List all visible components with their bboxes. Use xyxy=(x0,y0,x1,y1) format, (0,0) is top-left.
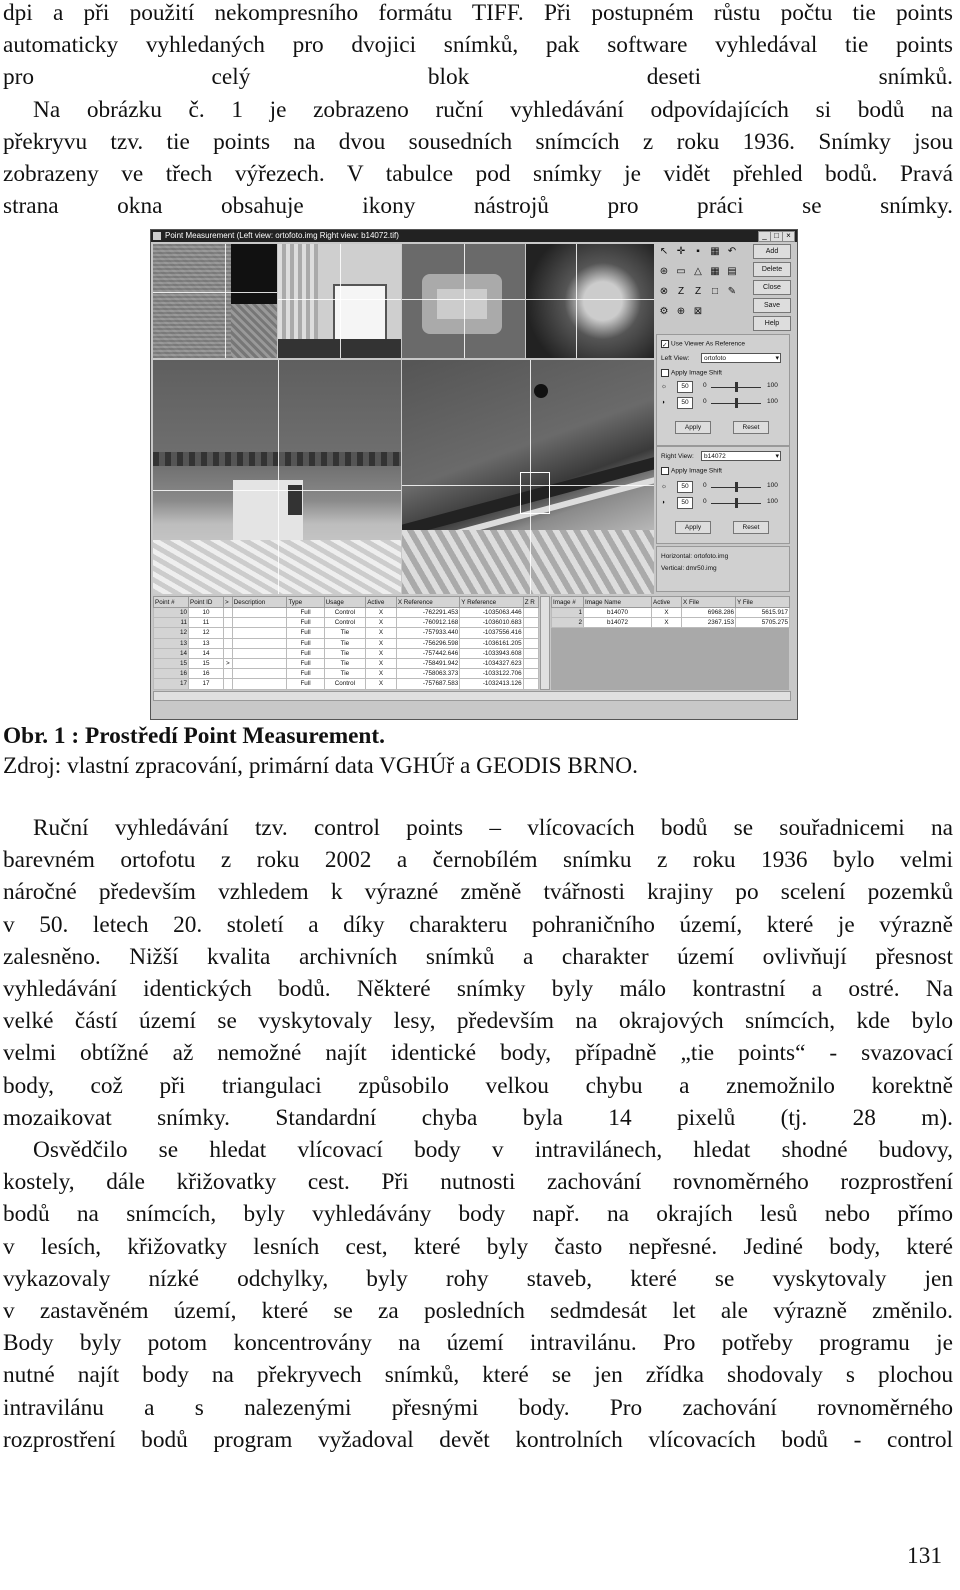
checkbox-label: Use Viewer As Reference xyxy=(671,340,745,348)
table-cell xyxy=(232,658,287,668)
brightness-spinner[interactable]: 50 xyxy=(677,481,693,493)
brightness-max: 100 xyxy=(767,382,778,389)
text-line: automaticky vyhledaných pro dvojici snímků, pak software vyhledával tie points xyxy=(3,32,953,59)
table-cell: Control xyxy=(324,608,366,618)
table-cell: 12 xyxy=(189,628,224,638)
text-line: vykazovaly nízké odchylky, byly rohy staveb, které se vyskytovaly jen xyxy=(3,1265,953,1292)
text-line: intravilánu a s nalezenými přesnými body. Pro zachování rovnoměrného xyxy=(3,1394,953,1421)
column-header[interactable]: Image # xyxy=(552,597,584,608)
table-cell: X xyxy=(366,648,397,658)
contrast-min: 0 xyxy=(703,398,707,405)
brightness-knob[interactable] xyxy=(735,482,738,492)
toolbox xyxy=(656,244,752,326)
brightness-min: 0 xyxy=(703,382,707,389)
table-cell: -757687.583 xyxy=(396,679,459,689)
table-cell xyxy=(523,669,538,679)
add-point-icon[interactable]: ✛ xyxy=(676,246,686,257)
image-table-empty-area xyxy=(551,628,789,690)
table-cell xyxy=(232,669,287,679)
undo-icon[interactable]: ↶ xyxy=(727,246,737,257)
table-cell: -1037556.416 xyxy=(460,628,523,638)
point-table-row[interactable] xyxy=(154,679,539,689)
column-header[interactable]: > xyxy=(224,597,233,608)
point-table-row[interactable] xyxy=(154,628,539,638)
table-cell: Full xyxy=(287,648,324,658)
column-header[interactable]: Point ID xyxy=(189,597,224,608)
column-header[interactable]: Z R xyxy=(523,597,538,608)
checkbox-icon xyxy=(661,369,669,377)
table-cell: 5705.275 xyxy=(736,618,790,628)
contrast-icon: ◑ xyxy=(661,399,665,406)
contrast-knob[interactable] xyxy=(735,398,738,408)
table-cell: Full xyxy=(287,628,324,638)
table-cell: Tie xyxy=(324,638,366,648)
table-cell: 6968.286 xyxy=(682,608,736,618)
checkbox-icon xyxy=(661,467,669,475)
checkbox-label: Apply Image Shift xyxy=(671,467,722,475)
link-icon[interactable]: ⊛ xyxy=(659,266,669,277)
table-cell: X xyxy=(366,679,397,689)
table-cell: -1032413.126 xyxy=(460,679,523,689)
table-cell: X xyxy=(652,608,682,618)
contrast-icon: ◑ xyxy=(661,499,665,506)
reset-button[interactable]: Reset xyxy=(733,421,769,434)
table-cell: 14 xyxy=(189,648,224,658)
text-line: strana okna obsahuje ikony nástrojů pro práci se snímky. xyxy=(3,193,953,220)
table-cell: -1033122.706 xyxy=(460,669,523,679)
left-main-view[interactable] xyxy=(153,360,401,594)
table-cell: > xyxy=(224,658,233,668)
use-viewer-reference-checkbox[interactable] xyxy=(661,340,745,348)
text-line: zobrazeny ve třech výřezech. V tabulce pod snímky je vidět přehled bodů. Pravá xyxy=(3,160,953,187)
table-cell: 11 xyxy=(154,618,189,628)
column-header[interactable]: Active xyxy=(366,597,397,608)
table-icon[interactable]: ▦ xyxy=(710,246,720,257)
save-button[interactable]: Save xyxy=(753,298,791,313)
point-table-scrollbar[interactable] xyxy=(540,596,550,690)
text-line: rozprostření bodů program vyžadoval devět kontrolních vlícovacích bodů - control xyxy=(3,1426,953,1453)
table-cell: -758491.942 xyxy=(396,658,459,668)
text-line: body, což při triangulaci způsobilo velkou chybu a znemožnilo korektně xyxy=(3,1072,953,1099)
add-button[interactable]: Add xyxy=(753,244,791,259)
table-cell: 2367.153 xyxy=(682,618,736,628)
text-line: náročné především vzhledem k výrazné změně tvářnosti krajiny po scelení pozemků xyxy=(3,879,953,906)
image-table-row[interactable] xyxy=(552,608,790,618)
table-cell: b14072 xyxy=(584,618,652,628)
table-cell: Control xyxy=(324,618,366,628)
text-line: nutné najít body na překryvech snímků, které se jen zřídka shodovaly s plochou xyxy=(3,1362,953,1389)
table-cell: X xyxy=(652,618,682,628)
text-line: v zastavěném území, které se za posledních sedmdesát let ale výrazně změnilo. xyxy=(3,1297,953,1324)
table-cell xyxy=(523,618,538,628)
text-line: mozaikovat snímky. Standardní chyba byla 14 pixelů (tj. 28 m). xyxy=(3,1104,953,1131)
table-cell xyxy=(224,638,233,648)
column-header[interactable]: Y File xyxy=(736,597,790,608)
table-cell: -757442.646 xyxy=(396,648,459,658)
text-line: vyhledávání identických bodů. Některé snímky byly málo kontrastní a ostré. Na xyxy=(3,975,953,1002)
text-line: barevném ortofotu z roku 2002 a černobílém snímku z roku 1936 bylo velmi xyxy=(3,847,953,874)
table-cell: Full xyxy=(287,669,324,679)
body-paragraph-1 xyxy=(3,812,953,1134)
left-zoom-tile[interactable] xyxy=(278,244,401,358)
table-cell: X xyxy=(366,658,397,668)
image-table xyxy=(551,596,790,628)
contrast-min: 0 xyxy=(703,498,707,505)
table-cell: 13 xyxy=(189,638,224,648)
table-cell xyxy=(224,608,233,618)
table-cell: 17 xyxy=(154,679,189,689)
page-number: 131 xyxy=(907,1543,942,1569)
table-cell xyxy=(224,628,233,638)
table-cell: Full xyxy=(287,658,324,668)
text-line: Osvědčilo se hledat vlícovací body v intravilánech, hledat shodné budovy, xyxy=(33,1137,953,1163)
brightness-icon: ☼ xyxy=(661,383,667,390)
cycle-icon[interactable]: ⚙ xyxy=(659,306,669,317)
table-cell: 2 xyxy=(552,618,584,628)
table-cell: 13 xyxy=(154,638,189,648)
table-cell: Tie xyxy=(324,648,366,658)
table-cell: -757933.440 xyxy=(396,628,459,638)
contrast-spinner[interactable]: 50 xyxy=(677,497,693,509)
table-cell: 15 xyxy=(189,658,224,668)
table-cell: Full xyxy=(287,679,324,689)
table-cell: b14070 xyxy=(584,608,652,618)
intro-paragraph xyxy=(3,0,953,222)
apply-image-shift-checkbox[interactable] xyxy=(661,467,722,475)
table-cell: -1036010.683 xyxy=(460,618,523,628)
table-cell: X xyxy=(366,618,397,628)
contrast-max: 100 xyxy=(767,498,778,505)
table-cell: 10 xyxy=(154,608,189,618)
vertical-info: Vertical: dmr50.img xyxy=(661,565,717,572)
table-cell: -1033943.608 xyxy=(460,648,523,658)
column-header[interactable]: X Reference xyxy=(396,597,459,608)
brightness-max: 100 xyxy=(767,482,778,489)
table-cell: -760912.168 xyxy=(396,618,459,628)
left-overview-tile[interactable] xyxy=(153,244,277,358)
grid-icon[interactable]: ▦ xyxy=(710,266,720,277)
column-header[interactable]: X File xyxy=(682,597,736,608)
contrast-spinner[interactable]: 50 xyxy=(677,397,693,409)
delete-button[interactable]: Delete xyxy=(753,262,791,277)
window-title: Point Measurement (Left view: ortofoto.img Right view: b14072.tif) xyxy=(165,231,399,240)
figure-caption-source: Zdroj: vlastní zpracování, primární data VGHÚř a GEODIS BRNO. xyxy=(3,753,638,779)
checkbox-label: Apply Image Shift xyxy=(671,369,722,377)
point-table xyxy=(153,596,539,690)
calc-icon[interactable]: ▤ xyxy=(727,266,737,277)
point-table-row[interactable] xyxy=(154,648,539,658)
table-cell: Control xyxy=(324,679,366,689)
text-line: překryvu tzv. tie points na dvou sousedních snímcích z roku 1936. Snímky jsou xyxy=(3,128,953,155)
text-line: Na obrázku č. 1 je zobrazeno ruční vyhledávání odpovídajících si bodů na xyxy=(33,96,953,123)
table-cell: -762291.453 xyxy=(396,608,459,618)
column-header[interactable]: Type xyxy=(287,597,324,608)
close-button[interactable]: Close xyxy=(753,280,791,295)
table-cell xyxy=(523,648,538,658)
column-header[interactable]: Image Name xyxy=(584,597,652,608)
minimize-icon[interactable]: _ xyxy=(758,231,771,242)
apply-button[interactable]: Apply xyxy=(675,521,711,534)
table-cell xyxy=(523,638,538,648)
table-cell xyxy=(232,618,287,628)
table-cell: -758063.373 xyxy=(396,669,459,679)
table-cell: 11 xyxy=(189,618,224,628)
apply-image-shift-checkbox[interactable] xyxy=(661,369,722,377)
table-cell: 16 xyxy=(189,669,224,679)
zoom-in-icon[interactable]: Z xyxy=(677,286,685,297)
text-line: v lesích, křižovatky lesních cest, které byly často nepřesné. Jediné body, které xyxy=(3,1233,953,1260)
table-cell xyxy=(224,669,233,679)
table-cell: Tie xyxy=(324,658,366,668)
image-table-row[interactable] xyxy=(552,618,790,628)
column-header[interactable]: Point # xyxy=(154,597,189,608)
table-cell: 5615.917 xyxy=(736,608,790,618)
table-cell xyxy=(224,679,233,689)
column-header[interactable]: Usage xyxy=(324,597,366,608)
table-cell: Full xyxy=(287,638,324,648)
table-cell: 17 xyxy=(189,679,224,689)
settings-icon[interactable]: ⊕ xyxy=(676,306,686,317)
triangle-icon[interactable]: △ xyxy=(694,266,702,277)
right-view-select[interactable]: b14072 ▾ xyxy=(701,451,781,461)
point-table-row[interactable] xyxy=(154,608,539,618)
brightness-min: 0 xyxy=(703,482,707,489)
table-cell: -756296.598 xyxy=(396,638,459,648)
right-view-label: Right View: xyxy=(661,453,694,460)
text-line: zalesněno. Nižší kvalita archivních snímků a charakter území ovlivňují přesnost xyxy=(3,943,953,970)
right-main-view[interactable] xyxy=(402,360,654,594)
square-icon[interactable]: □ xyxy=(711,286,719,297)
table-cell xyxy=(232,628,287,638)
table-cell: 14 xyxy=(154,648,189,658)
table-cell xyxy=(232,648,287,658)
apply-button[interactable]: Apply xyxy=(675,421,711,434)
table-cell: X xyxy=(366,608,397,618)
point-table-row[interactable] xyxy=(154,638,539,648)
text-line: dpi a při použití nekompresního formátu TIFF. Při postupném růstu počtu tie points xyxy=(3,0,953,26)
right-overview-tile[interactable] xyxy=(526,244,654,358)
zoom-out-icon[interactable]: Z xyxy=(694,286,702,297)
point-table-row[interactable] xyxy=(154,658,539,668)
table-cell xyxy=(523,628,538,638)
table-cell: X xyxy=(366,628,397,638)
text-line: velmi obtížné až nemožné najít identické body, případně „tie points“ - svazovací xyxy=(3,1040,953,1067)
table-cell: 16 xyxy=(154,669,189,679)
column-header[interactable]: Active xyxy=(652,597,682,608)
point-table-row[interactable] xyxy=(154,669,539,679)
axis-info-panel xyxy=(656,546,790,592)
reset-button[interactable]: Reset xyxy=(733,521,769,534)
table-cell: 12 xyxy=(154,628,189,638)
table-cell: -1036161.205 xyxy=(460,638,523,648)
table-cell: 15 xyxy=(154,658,189,668)
table-cell xyxy=(232,638,287,648)
column-header[interactable]: Y Reference xyxy=(460,597,523,608)
right-view-panel xyxy=(656,446,790,544)
find-icon[interactable]: ⊠ xyxy=(693,306,703,317)
pen-icon[interactable]: ✎ xyxy=(727,286,737,297)
brightness-icon: ☼ xyxy=(661,483,667,490)
table-cell xyxy=(232,679,287,689)
text-line: pro celý blok deseti snímků. xyxy=(3,64,953,91)
table-cell xyxy=(232,608,287,618)
table-cell: X xyxy=(366,638,397,648)
table-cell: X xyxy=(366,669,397,679)
table-cell: 10 xyxy=(189,608,224,618)
text-line: Body byly potom koncentrovány na území intravilánu. Pro potřeby programu je xyxy=(3,1330,953,1357)
table-cell xyxy=(523,679,538,689)
help-button[interactable]: Help xyxy=(753,316,791,331)
contrast-knob[interactable] xyxy=(735,498,738,508)
figure-caption-title: Obr. 1 : Prostředí Point Measurement. xyxy=(3,723,385,749)
right-zoom-tile[interactable] xyxy=(402,244,525,358)
text-line: v 50. letech 20. století a díky charakteru pohraničního území, které je výrazně xyxy=(3,911,953,938)
left-view-select[interactable]: ortofoto ▾ xyxy=(701,353,781,363)
tie-icon[interactable]: ⊗ xyxy=(659,286,669,297)
window-icon xyxy=(153,232,161,240)
horizontal-info: Horizontal: ortofoto.img xyxy=(661,553,729,560)
brightness-knob[interactable] xyxy=(735,382,738,392)
table-cell xyxy=(224,648,233,658)
table-cell: Full xyxy=(287,618,324,628)
table-cell: -1035063.446 xyxy=(460,608,523,618)
maximize-icon[interactable]: □ xyxy=(770,231,783,242)
left-view-label: Left View: xyxy=(661,355,690,362)
pointer-icon[interactable]: ↖ xyxy=(659,246,669,257)
body-paragraph-2 xyxy=(3,1134,953,1456)
brightness-spinner[interactable]: 50 xyxy=(677,381,693,393)
contrast-max: 100 xyxy=(767,398,778,405)
table-cell xyxy=(224,618,233,628)
text-line: bodů na snímcích, byly vyhledávány body např. na okrajích lesů nebo přímo xyxy=(3,1201,953,1228)
table-cell: Tie xyxy=(324,669,366,679)
table-cell: 1 xyxy=(552,608,584,618)
window-titlebar xyxy=(151,230,797,242)
column-header[interactable]: Description xyxy=(232,597,287,608)
table-cell xyxy=(523,658,538,668)
table-cell: -1034327.623 xyxy=(460,658,523,668)
rect-icon[interactable]: ▭ xyxy=(676,266,686,277)
point-measurement-screenshot xyxy=(150,229,798,720)
table-hscrollbar[interactable] xyxy=(153,691,791,701)
text-line: Ruční vyhledávání tzv. control points – vlícovacích bodů se souřadnicemi na xyxy=(33,815,953,841)
table-cell: Full xyxy=(287,608,324,618)
point-table-row[interactable] xyxy=(154,618,539,628)
checkbox-icon: ✓ xyxy=(662,342,668,349)
trash-icon[interactable]: ▪ xyxy=(696,246,700,257)
close-icon[interactable]: × xyxy=(782,231,795,242)
text-line: velké částí území se vyskytovaly lesy, především na okrajových snímcích, kde bylo xyxy=(3,1008,953,1035)
table-cell: Tie xyxy=(324,628,366,638)
left-view-panel xyxy=(656,334,790,446)
text-line: kostely, dále křižovatky cest. Při nutnosti zachování rovnoměrného rozprostření xyxy=(3,1169,953,1196)
table-cell xyxy=(523,608,538,618)
